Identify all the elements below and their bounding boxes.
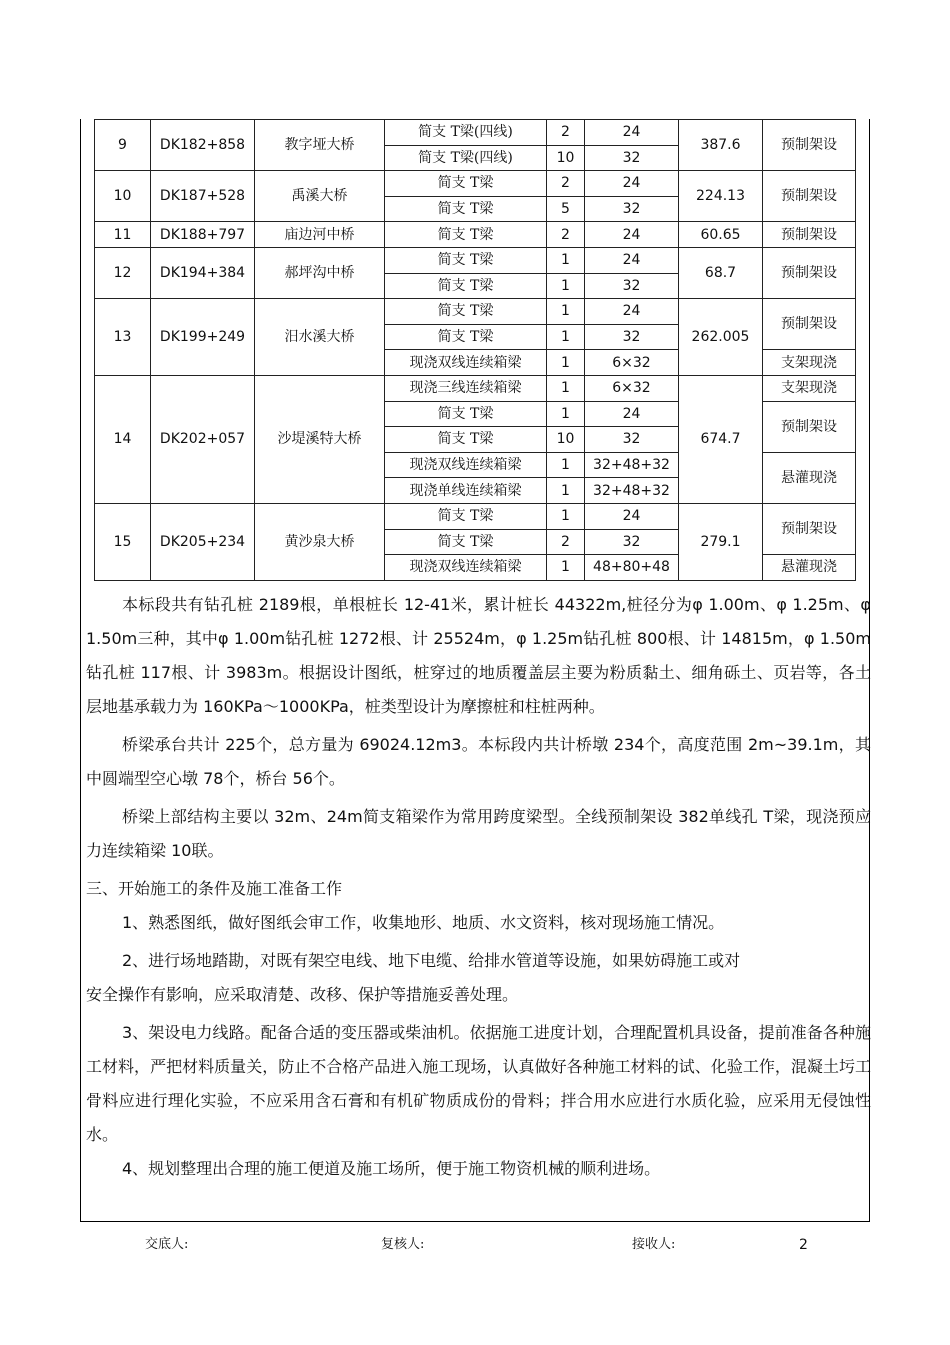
cell-count: 10 bbox=[547, 427, 585, 453]
cell-method: 悬灌现浇 bbox=[763, 555, 856, 581]
cell-no: 14 bbox=[95, 375, 151, 503]
cell-count: 1 bbox=[547, 247, 585, 273]
cell-beam-type: 简支 T梁(四线) bbox=[385, 120, 547, 146]
cell-count: 1 bbox=[547, 299, 585, 325]
cell-bridge-name: 沙堤溪特大桥 bbox=[255, 375, 385, 503]
cell-count: 10 bbox=[547, 145, 585, 171]
cell-bridge-name: 教字垭大桥 bbox=[255, 120, 385, 171]
item-2-line-1: 2、进行场地踏勘，对既有架空电线、地下电缆、给排水管道等设施，如果妨碍施工或对 bbox=[122, 951, 741, 970]
cell-span: 32 bbox=[585, 196, 679, 222]
cell-beam-type: 简支 T梁 bbox=[385, 299, 547, 325]
cell-method: 预制架设 bbox=[763, 222, 856, 248]
cell-beam-type: 简支 T梁 bbox=[385, 222, 547, 248]
cell-beam-type: 简支 T梁 bbox=[385, 247, 547, 273]
cell-count: 1 bbox=[547, 555, 585, 581]
cell-no: 13 bbox=[95, 299, 151, 376]
cell-method: 支架现浇 bbox=[763, 350, 856, 376]
cell-count: 5 bbox=[547, 196, 585, 222]
cell-bridge-name: 郝坪沟中桥 bbox=[255, 247, 385, 298]
cell-method: 预制架设 bbox=[763, 247, 856, 298]
cell-mileage: DK205+234 bbox=[151, 503, 255, 580]
item-1: 1、熟悉图纸，做好图纸会审工作，收集地形、地质、水文资料，核对现场施工情况。 bbox=[122, 913, 725, 932]
cell-beam-type: 现浇单线连续箱梁 bbox=[385, 478, 547, 504]
page-number: 2 bbox=[799, 1237, 808, 1253]
cell-bridge-name: 汨水溪大桥 bbox=[255, 299, 385, 376]
cell-length: 387.6 bbox=[679, 120, 763, 171]
cell-method: 预制架设 bbox=[763, 503, 856, 554]
cell-method: 预制架设 bbox=[763, 171, 856, 222]
cell-length: 674.7 bbox=[679, 375, 763, 503]
cell-mileage: DK182+858 bbox=[151, 120, 255, 171]
cell-beam-type: 简支 T梁 bbox=[385, 529, 547, 555]
table-row bbox=[95, 299, 856, 325]
cell-beam-type: 简支 T梁 bbox=[385, 503, 547, 529]
cell-no: 15 bbox=[95, 503, 151, 580]
table-row bbox=[95, 120, 856, 146]
cell-span: 24 bbox=[585, 401, 679, 427]
cell-length: 60.65 bbox=[679, 222, 763, 248]
handover-label: 交底人: bbox=[145, 1237, 189, 1252]
cell-length: 262.005 bbox=[679, 299, 763, 376]
item-3: 3、架设电力线路。配备合适的变压器或柴油机。依据施工进度计划，合理配置机具设备，提前准备各种施工材料，严把材料质量关，防止不合格产品进入施工现场，认真做好各种施工材料的试、化验工作，混凝土圬工骨料应进行理化实验，不应采用含石膏和有机矿物质成份的骨料；拌合用水应进行水质化验，应采用无侵蚀性水。 bbox=[86, 1023, 871, 1144]
table-row bbox=[95, 171, 856, 197]
cell-bridge-name: 黄沙泉大桥 bbox=[255, 503, 385, 580]
cell-no: 10 bbox=[95, 171, 151, 222]
item-2-line-2: 安全操作有影响，应采取清楚、改移、保护等措施妥善处理。 bbox=[86, 985, 519, 1004]
table-row bbox=[95, 503, 856, 529]
cell-length: 279.1 bbox=[679, 503, 763, 580]
section-heading: 三、开始施工的条件及施工准备工作 bbox=[86, 879, 343, 898]
cell-beam-type: 简支 T梁 bbox=[385, 171, 547, 197]
cell-count: 1 bbox=[547, 273, 585, 299]
cell-count: 2 bbox=[547, 529, 585, 555]
cell-span: 24 bbox=[585, 222, 679, 248]
cell-span: 32 bbox=[585, 273, 679, 299]
cell-span: 6×32 bbox=[585, 350, 679, 376]
cell-beam-type: 现浇三线连续箱梁 bbox=[385, 375, 547, 401]
paragraph-piles: 本标段共有钻孔桩 2189根，单根桩长 12-41米，累计桩长 44322m,桩径分为φ 1.00m、φ 1.25m、φ 1.50m三种，其中φ 1.00m钻孔桩 1272根、计 25524m，φ 1.25m钻孔桩 800根、计 14815m，φ 1.50m钻孔桩 117根、计 3983m。根据设计图纸，桩穿过的地质覆盖层主要为粉质黏土、细角砾土、页岩等，各土层地基承载力为 160KPa～1000KPa，桩类型设计为摩擦桩和柱桩两种。 bbox=[86, 595, 871, 716]
cell-beam-type: 简支 T梁 bbox=[385, 427, 547, 453]
bridge-table bbox=[94, 119, 856, 581]
cell-method: 悬灌现浇 bbox=[763, 452, 856, 503]
cell-span: 32 bbox=[585, 324, 679, 350]
cell-span: 24 bbox=[585, 247, 679, 273]
cell-count: 2 bbox=[547, 222, 585, 248]
cell-beam-type: 现浇双线连续箱梁 bbox=[385, 555, 547, 581]
cell-span: 24 bbox=[585, 299, 679, 325]
reviewer-label: 复核人: bbox=[381, 1237, 425, 1252]
cell-beam-type: 简支 T梁 bbox=[385, 196, 547, 222]
cell-span: 6×32 bbox=[585, 375, 679, 401]
cell-method: 预制架设 bbox=[763, 299, 856, 350]
cell-count: 1 bbox=[547, 452, 585, 478]
cell-span: 32+48+32 bbox=[585, 452, 679, 478]
cell-beam-type: 简支 T梁 bbox=[385, 324, 547, 350]
cell-bridge-name: 庙边河中桥 bbox=[255, 222, 385, 248]
cell-mileage: DK199+249 bbox=[151, 299, 255, 376]
cell-count: 2 bbox=[547, 171, 585, 197]
cell-no: 11 bbox=[95, 222, 151, 248]
cell-no: 9 bbox=[95, 120, 151, 171]
cell-method: 预制架设 bbox=[763, 401, 856, 452]
cell-span: 32 bbox=[585, 529, 679, 555]
table-row bbox=[95, 375, 856, 401]
item-4: 4、规划整理出合理的施工便道及施工场所，便于施工物资机械的顺利进场。 bbox=[122, 1159, 661, 1178]
cell-method: 支架现浇 bbox=[763, 375, 856, 401]
cell-span: 24 bbox=[585, 120, 679, 146]
cell-count: 1 bbox=[547, 503, 585, 529]
cell-length: 224.13 bbox=[679, 171, 763, 222]
cell-count: 1 bbox=[547, 375, 585, 401]
cell-span: 24 bbox=[585, 503, 679, 529]
cell-count: 1 bbox=[547, 350, 585, 376]
cell-span: 24 bbox=[585, 171, 679, 197]
cell-span: 48+80+48 bbox=[585, 555, 679, 581]
cell-mileage: DK202+057 bbox=[151, 375, 255, 503]
cell-mileage: DK188+797 bbox=[151, 222, 255, 248]
cell-method: 预制架设 bbox=[763, 120, 856, 171]
cell-bridge-name: 禹溪大桥 bbox=[255, 171, 385, 222]
body-text bbox=[86, 588, 871, 1186]
cell-beam-type: 简支 T梁(四线) bbox=[385, 145, 547, 171]
cell-beam-type: 简支 T梁 bbox=[385, 273, 547, 299]
cell-span: 32+48+32 bbox=[585, 478, 679, 504]
table-row bbox=[95, 247, 856, 273]
cell-beam-type: 现浇双线连续箱梁 bbox=[385, 452, 547, 478]
cell-span: 32 bbox=[585, 145, 679, 171]
cell-count: 1 bbox=[547, 401, 585, 427]
cell-count: 2 bbox=[547, 120, 585, 146]
cell-beam-type: 简支 T梁 bbox=[385, 401, 547, 427]
table-row bbox=[95, 222, 856, 248]
cell-mileage: DK194+384 bbox=[151, 247, 255, 298]
cell-beam-type: 现浇双线连续箱梁 bbox=[385, 350, 547, 376]
receiver-label: 接收人: bbox=[632, 1237, 676, 1252]
cell-span: 32 bbox=[585, 427, 679, 453]
paragraph-superstructure: 桥梁上部结构主要以 32m、24m简支箱梁作为常用跨度梁型。全线预制架设 382单线孔 T梁，现浇预应力连续箱梁 10联。 bbox=[86, 807, 871, 860]
cell-no: 12 bbox=[95, 247, 151, 298]
cell-count: 1 bbox=[547, 324, 585, 350]
paragraph-caps-piers: 桥梁承台共计 225个，总方量为 69024.12m3。本标段内共计桥墩 234个，高度范围 2m~39.1m，其中圆端型空心墩 78个，桥台 56个。 bbox=[86, 735, 871, 788]
cell-count: 1 bbox=[547, 478, 585, 504]
cell-mileage: DK187+528 bbox=[151, 171, 255, 222]
cell-length: 68.7 bbox=[679, 247, 763, 298]
